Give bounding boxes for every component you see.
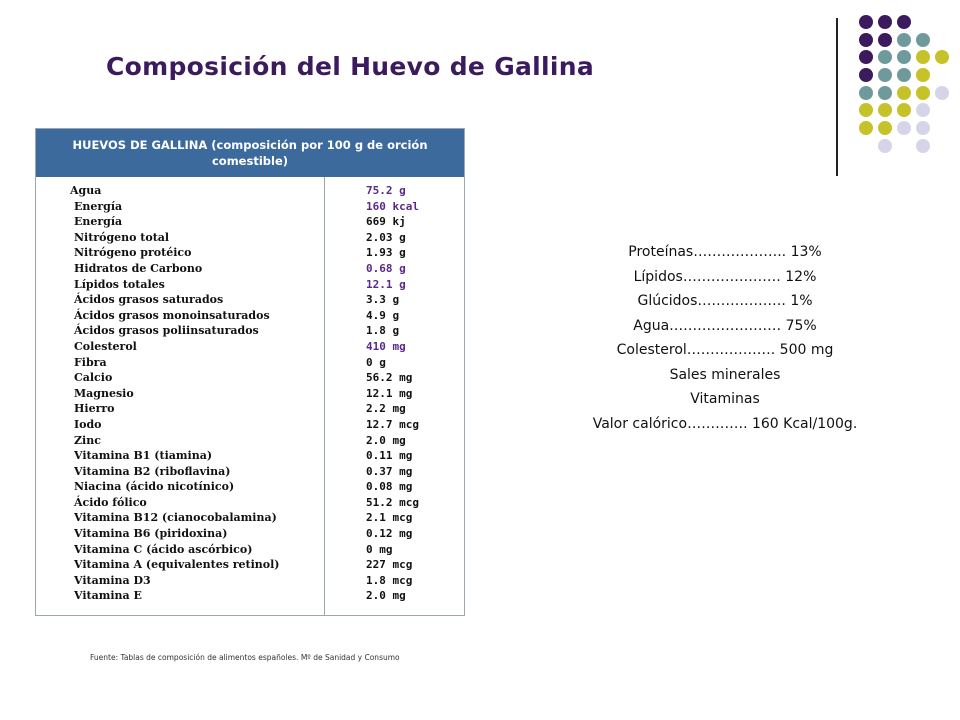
nutrient-name: Magnesio — [74, 386, 134, 400]
decorative-dot — [859, 15, 873, 29]
nutrient-name: Lípidos totales — [74, 277, 165, 291]
decorative-dot — [916, 68, 930, 82]
vertical-divider-line — [836, 18, 838, 176]
nutrient-name: Vitamina A (equivalentes retinol) — [74, 558, 280, 572]
decorative-dot — [897, 50, 911, 64]
nutrient-value: 160 kcal — [366, 199, 419, 213]
decorative-dot — [897, 15, 911, 29]
summary-line: Vitaminas — [690, 391, 760, 407]
decorative-dot — [878, 103, 892, 117]
summary-line: Lípidos………………… 12% — [633, 268, 817, 285]
decorative-dot — [859, 68, 873, 82]
decorative-dot — [859, 86, 873, 100]
nutrient-name: Niacina (ácido nicotínico) — [74, 480, 235, 494]
nutrient-value: 1.8 g — [366, 324, 400, 338]
decorative-dot — [859, 33, 873, 47]
table-header: HUEVOS DE GALLINA (composición por 100 g de orción comestible) — [36, 129, 464, 177]
nutrient-name: Fibra — [74, 355, 107, 369]
nutrient-name: Vitamina B2 (riboflavina) — [74, 464, 231, 478]
nutrient-name: Hierro — [74, 402, 115, 416]
decorative-dot — [916, 86, 930, 100]
decorative-dot — [916, 139, 930, 153]
nutrient-value: 1.93 g — [366, 246, 406, 260]
nutrient-value: 0.37 mg — [366, 464, 413, 478]
nutrient-value: 3.3 g — [366, 293, 400, 307]
summary-line: Sales minerales — [669, 366, 781, 383]
nutrient-value: 2.03 g — [366, 230, 406, 244]
nutrient-value: 12.1 g — [366, 277, 406, 291]
nutrient-value: 0.11 mg — [366, 449, 413, 463]
decorative-dot — [878, 86, 892, 100]
nutrient-value: 75.2 g — [366, 184, 406, 197]
nutrient-name: Iodo — [74, 417, 102, 431]
nutrient-name: Ácidos grasos monoinsaturados — [74, 308, 270, 322]
decorative-dot — [859, 121, 873, 135]
decorative-dot — [878, 50, 892, 64]
nutrition-table — [35, 128, 465, 616]
nutrient-value: 12.7 mcg — [366, 417, 419, 431]
decorative-dot — [897, 33, 911, 47]
column-divider — [324, 177, 325, 615]
nutrient-value: 0.68 g — [366, 261, 406, 275]
summary-line: Valor calórico…………. 160 Kcal/100g. — [592, 415, 858, 432]
nutrient-name: Zinc — [74, 433, 101, 447]
decorative-dot — [935, 50, 949, 64]
nutrient-name: Vitamina B12 (cianocobalamina) — [74, 511, 277, 525]
nutrient-value: 2.0 mg — [366, 589, 406, 603]
decorative-dot — [916, 33, 930, 47]
source-note: Fuente: Tablas de composición de alimentos españoles. Mº de Sanidad y Consumo — [90, 653, 400, 662]
nutrient-name: Vitamina B6 (piridoxina) — [74, 527, 228, 541]
nutrient-name: Nitrógeno protéico — [74, 246, 192, 260]
nutrient-name: Ácidos grasos saturados — [74, 293, 224, 307]
nutrient-value-column — [366, 183, 419, 604]
nutrient-name: Vitamina C (ácido ascórbico) — [74, 542, 253, 556]
decorative-dot — [878, 33, 892, 47]
nutrient-name: Energía — [74, 199, 123, 213]
decorative-dot — [916, 50, 930, 64]
nutrient-value: 0 mg — [366, 542, 393, 556]
decorative-dot — [916, 103, 930, 117]
decorative-dot — [878, 139, 892, 153]
nutrient-value: 2.2 mg — [366, 402, 406, 416]
decorative-dot — [935, 86, 949, 100]
composition-summary — [545, 240, 905, 436]
decorative-dot — [916, 121, 930, 135]
decorative-dot — [897, 121, 911, 135]
nutrient-name: Vitamina D3 — [74, 573, 151, 587]
nutrient-name: Ácidos grasos poliinsaturados — [74, 324, 259, 338]
nutrient-value: 410 mg — [366, 339, 406, 353]
nutrient-value: 2.1 mcg — [366, 511, 413, 525]
summary-line: Colesterol………………. 500 mg — [616, 342, 834, 358]
summary-line: Agua…………………… 75% — [633, 317, 817, 334]
decorative-dot — [897, 68, 911, 82]
nutrient-value: 0.12 mg — [366, 527, 413, 541]
nutrient-name: Ácido fólico — [74, 495, 147, 509]
nutrient-value: 1.8 mcg — [366, 573, 413, 587]
decorative-dot — [897, 103, 911, 117]
decorative-dot — [878, 15, 892, 29]
nutrient-value: 0.08 mg — [366, 480, 413, 494]
summary-line: Proteínas……………….. 13% — [628, 244, 822, 260]
nutrient-name: Colesterol — [74, 339, 137, 353]
nutrient-name: Calcio — [74, 371, 113, 385]
decorative-dot — [878, 68, 892, 82]
decorative-dot — [859, 103, 873, 117]
nutrient-value: 0 g — [366, 355, 386, 369]
nutrient-name-column — [70, 183, 280, 604]
decorative-dot — [878, 121, 892, 135]
nutrient-name: Hidratos de Carbono — [74, 261, 203, 275]
slide-title: Composición del Huevo de Gallina — [106, 52, 595, 81]
nutrient-value: 227 mcg — [366, 558, 413, 572]
nutrient-name: Nitrógeno total — [74, 230, 170, 244]
nutrient-value: 669 kj — [366, 215, 406, 229]
nutrient-value: 2.0 mg — [366, 433, 406, 447]
decorative-dot — [859, 50, 873, 64]
nutrient-value: 12.1 mg — [366, 386, 413, 400]
nutrient-name: Agua — [70, 184, 102, 197]
summary-line: Glúcidos………………. 1% — [637, 293, 813, 309]
decorative-dot — [897, 86, 911, 100]
nutrient-value: 4.9 g — [366, 308, 400, 322]
nutrient-name: Energía — [74, 215, 123, 229]
nutrient-name: Vitamina E — [74, 589, 142, 603]
nutrient-name: Vitamina B1 (tiamina) — [74, 449, 213, 463]
nutrient-value: 56.2 mg — [366, 371, 413, 385]
nutrient-value: 51.2 mcg — [366, 495, 419, 509]
